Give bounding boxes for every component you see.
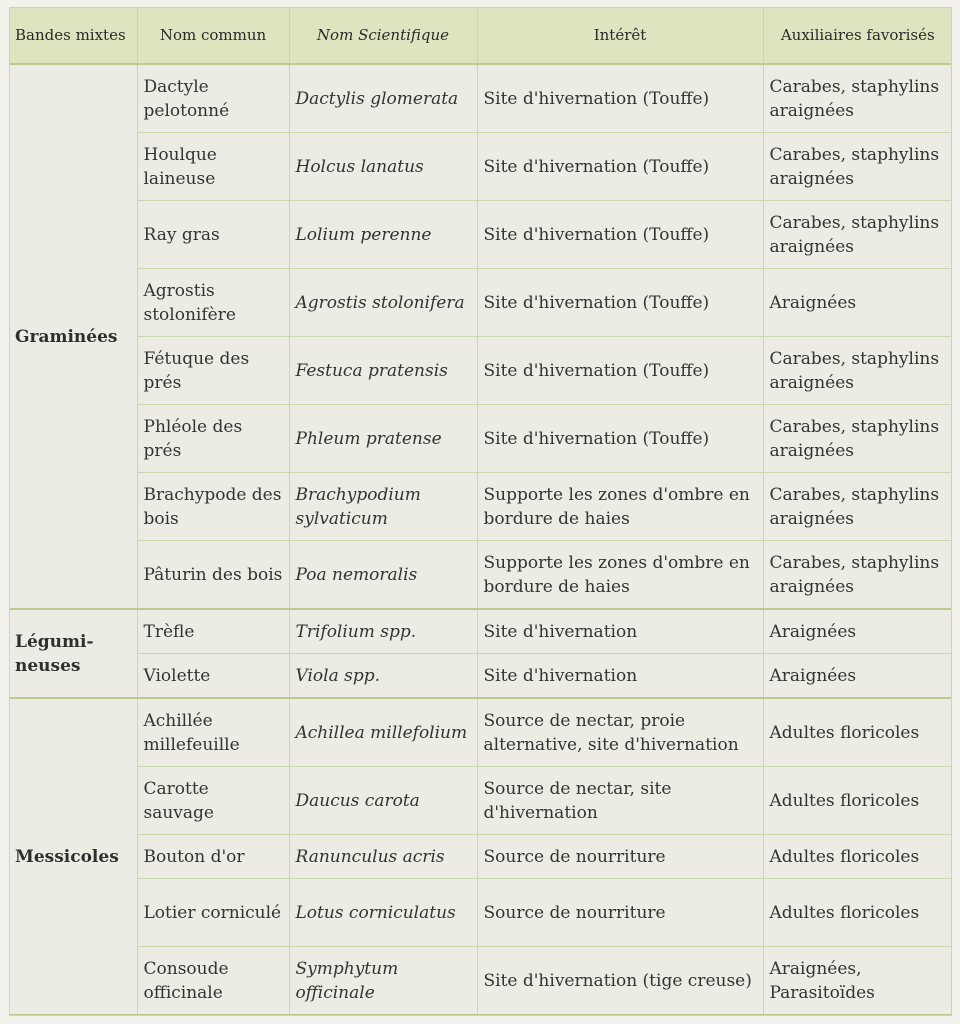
header-scientific-name: Nom Scientifique bbox=[289, 7, 477, 64]
common-name: Consoude officinale bbox=[137, 947, 289, 1016]
table-row bbox=[9, 337, 952, 405]
interest: Site d'hivernation bbox=[477, 654, 763, 699]
interest: Site d'hivernation (Touffe) bbox=[477, 405, 763, 473]
header-common-name: Nom commun bbox=[137, 7, 289, 64]
table-row bbox=[9, 767, 952, 835]
group-legumineuses-line2: neuses bbox=[15, 655, 81, 676]
common-name: Lotier corniculé bbox=[137, 879, 289, 947]
common-name: Ray gras bbox=[137, 201, 289, 269]
group-legumineuses-line1: Légumi- bbox=[15, 631, 94, 652]
common-name: Dactyle pelotonné bbox=[137, 64, 289, 133]
common-name: Carotte sauvage bbox=[137, 767, 289, 835]
interest: Site d'hivernation (Touffe) bbox=[477, 64, 763, 133]
plant-table bbox=[9, 7, 952, 1016]
scientific-name: Daucus carota bbox=[289, 767, 477, 835]
auxiliaries: Carabes, staphylins araignées bbox=[763, 337, 952, 405]
auxiliaries: Adultes floricoles bbox=[763, 835, 952, 879]
auxiliaries: Araignées bbox=[763, 609, 952, 654]
auxiliaries: Araignées, Parasitoïdes bbox=[763, 947, 952, 1016]
interest: Site d'hivernation (Touffe) bbox=[477, 133, 763, 201]
interest: Source de nourriture bbox=[477, 835, 763, 879]
interest: Source de nectar, site d'hivernation bbox=[477, 767, 763, 835]
scientific-name: Agrostis stolonifera bbox=[289, 269, 477, 337]
scientific-name: Brachypodium sylvaticum bbox=[289, 473, 477, 541]
common-name: Violette bbox=[137, 654, 289, 699]
interest: Site d'hivernation bbox=[477, 609, 763, 654]
interest: Site d'hivernation (tige creuse) bbox=[477, 947, 763, 1016]
auxiliaries: Adultes floricoles bbox=[763, 767, 952, 835]
auxiliaries: Adultes floricoles bbox=[763, 879, 952, 947]
auxiliaries: Carabes, staphylins araignées bbox=[763, 473, 952, 541]
auxiliaries: Carabes, staphylins araignées bbox=[763, 133, 952, 201]
table-row bbox=[9, 609, 952, 654]
table-row bbox=[9, 64, 952, 133]
scientific-name: Trifolium spp. bbox=[289, 609, 477, 654]
interest: Supporte les zones d'ombre en bordure de haies bbox=[477, 473, 763, 541]
interest: Site d'hivernation (Touffe) bbox=[477, 201, 763, 269]
auxiliaries: Araignées bbox=[763, 269, 952, 337]
table-row bbox=[9, 405, 952, 473]
common-name: Trèfle bbox=[137, 609, 289, 654]
auxiliaries: Adultes floricoles bbox=[763, 698, 952, 767]
auxiliaries: Carabes, staphylins araignées bbox=[763, 64, 952, 133]
common-name: Bouton d'or bbox=[137, 835, 289, 879]
common-name: Pâturin des bois bbox=[137, 541, 289, 610]
scientific-name: Viola spp. bbox=[289, 654, 477, 699]
scientific-name: Lolium perenne bbox=[289, 201, 477, 269]
auxiliaries: Carabes, staphylins araignées bbox=[763, 541, 952, 610]
table-header-row bbox=[9, 7, 952, 64]
scientific-name: Symphytum officinale bbox=[289, 947, 477, 1016]
scientific-name: Phleum pratense bbox=[289, 405, 477, 473]
auxiliaries: Carabes, staphylins araignées bbox=[763, 405, 952, 473]
scientific-name: Achillea millefolium bbox=[289, 698, 477, 767]
scientific-name: Holcus lanatus bbox=[289, 133, 477, 201]
group-messicoles: Messicoles bbox=[9, 698, 137, 1015]
interest: Site d'hivernation (Touffe) bbox=[477, 337, 763, 405]
table-row bbox=[9, 835, 952, 879]
table-row bbox=[9, 269, 952, 337]
interest: Source de nectar, proie alternative, site d'hivernation bbox=[477, 698, 763, 767]
common-name: Fétuque des prés bbox=[137, 337, 289, 405]
auxiliaries: Araignées bbox=[763, 654, 952, 699]
group-graminees: Graminées bbox=[9, 64, 137, 609]
scientific-name: Poa nemoralis bbox=[289, 541, 477, 610]
table-row bbox=[9, 654, 952, 699]
table-row bbox=[9, 201, 952, 269]
common-name: Phléole des prés bbox=[137, 405, 289, 473]
scientific-name: Lotus corniculatus bbox=[289, 879, 477, 947]
auxiliaries: Carabes, staphylins araignées bbox=[763, 201, 952, 269]
table-row bbox=[9, 133, 952, 201]
header-interest: Intérêt bbox=[477, 7, 763, 64]
scientific-name: Dactylis glomerata bbox=[289, 64, 477, 133]
plant-table-container bbox=[9, 7, 952, 1016]
table-row bbox=[9, 541, 952, 610]
interest: Supporte les zones d'ombre en bordure de haies bbox=[477, 541, 763, 610]
table-row bbox=[9, 879, 952, 947]
table-row bbox=[9, 698, 952, 767]
group-legumineuses bbox=[9, 609, 137, 698]
table-row bbox=[9, 947, 952, 1016]
common-name: Brachypode des bois bbox=[137, 473, 289, 541]
common-name: Achillée millefeuille bbox=[137, 698, 289, 767]
header-group: Bandes mixtes bbox=[9, 7, 137, 64]
interest: Source de nourriture bbox=[477, 879, 763, 947]
interest: Site d'hivernation (Touffe) bbox=[477, 269, 763, 337]
header-auxiliaries: Auxiliaires favorisés bbox=[763, 7, 952, 64]
common-name: Houlque laineuse bbox=[137, 133, 289, 201]
table-row bbox=[9, 473, 952, 541]
scientific-name: Ranunculus acris bbox=[289, 835, 477, 879]
scientific-name: Festuca pratensis bbox=[289, 337, 477, 405]
common-name: Agrostis stolonifère bbox=[137, 269, 289, 337]
